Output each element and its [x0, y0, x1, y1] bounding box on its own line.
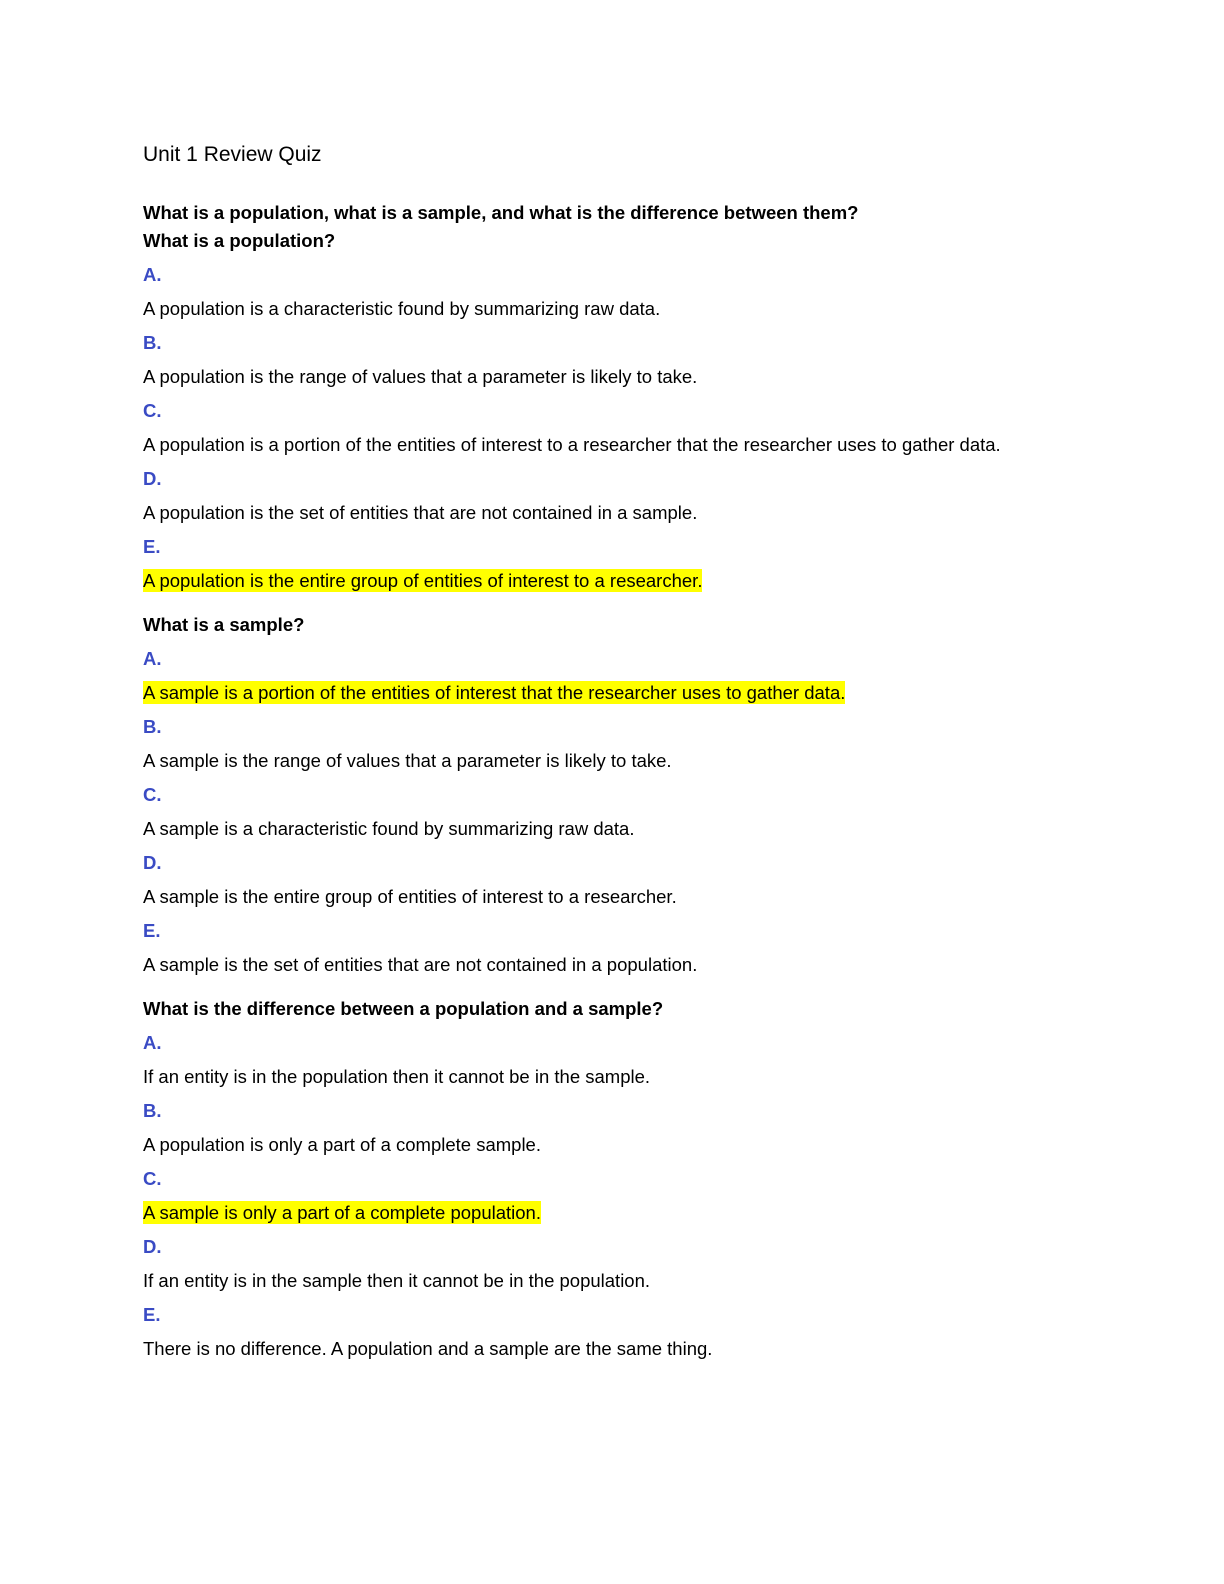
option-text [143, 431, 1143, 459]
option-text-content: A sample is a portion of the entities of interest that the researcher uses to gather data. [143, 682, 846, 703]
option-letter: D. [143, 468, 162, 489]
option-text-highlighted [143, 1199, 1143, 1227]
option-text-content: A sample is only a part of a complete population. [143, 1202, 541, 1223]
option-letter: C. [143, 1168, 162, 1189]
question-prompt: What is the difference between a population and a sample? [143, 998, 664, 1019]
option-text-content: A population is only a part of a complete sample. [143, 1134, 541, 1155]
question-prompt: What is a population? [143, 230, 336, 251]
option-text-highlighted [143, 679, 1143, 707]
option-text-content: A sample is the set of entities that are not contained in a population. [143, 954, 698, 975]
option-text-content: A sample is the range of values that a parameter is likely to take. [143, 750, 672, 771]
option-text [143, 883, 1143, 911]
option-letter: C. [143, 400, 162, 421]
option-text-content: A sample is the entire group of entities of interest to a researcher. [143, 886, 677, 907]
option-text-content: If an entity is in the population then it cannot be in the sample. [143, 1066, 651, 1087]
option-letter: A. [143, 1032, 162, 1053]
option-text [143, 1267, 1143, 1295]
option-text-content: A population is a characteristic found by summarizing raw data. [143, 298, 661, 319]
option-letter: B. [143, 1100, 162, 1121]
option-text [143, 499, 1143, 527]
question-prompt: What is a sample? [143, 614, 305, 635]
option-letter: E. [143, 536, 161, 557]
option-text-content: A population is the set of entities that are not contained in a sample. [143, 502, 698, 523]
option-text [143, 747, 1143, 775]
option-text [143, 363, 1143, 391]
question-block [143, 611, 1143, 979]
option-letter: E. [143, 1304, 161, 1325]
option-text [143, 1335, 1143, 1363]
question-list [143, 227, 1143, 1363]
option-letter: D. [143, 1236, 162, 1257]
option-letter: D. [143, 852, 162, 873]
option-text-content: A population is the entire group of entities of interest to a researcher. [143, 570, 703, 591]
option-text-highlighted [143, 567, 1143, 595]
option-letter: B. [143, 332, 162, 353]
option-text-content: If an entity is in the sample then it cannot be in the population. [143, 1270, 651, 1291]
option-text-content: A population is a portion of the entities of interest to a researcher that the researcher uses to gather data. [143, 434, 1001, 455]
main-question: What is a population, what is a sample, and what is the difference between them? [143, 202, 859, 223]
option-text [143, 295, 1143, 323]
option-text [143, 951, 1143, 979]
option-letter: A. [143, 648, 162, 669]
option-letter: A. [143, 264, 162, 285]
option-letter: E. [143, 920, 161, 941]
option-text [143, 1063, 1143, 1091]
question-block [143, 995, 1143, 1363]
document-title: Unit 1 Review Quiz [143, 143, 322, 166]
option-text-content: A sample is a characteristic found by summarizing raw data. [143, 818, 635, 839]
question-block [143, 227, 1143, 595]
option-text [143, 1131, 1143, 1159]
option-text-content: There is no difference. A population and a sample are the same thing. [143, 1338, 713, 1359]
option-text [143, 815, 1143, 843]
option-letter: C. [143, 784, 162, 805]
document-page [143, 141, 1143, 1369]
option-text-content: A population is the range of values that a parameter is likely to take. [143, 366, 698, 387]
option-letter: B. [143, 716, 162, 737]
